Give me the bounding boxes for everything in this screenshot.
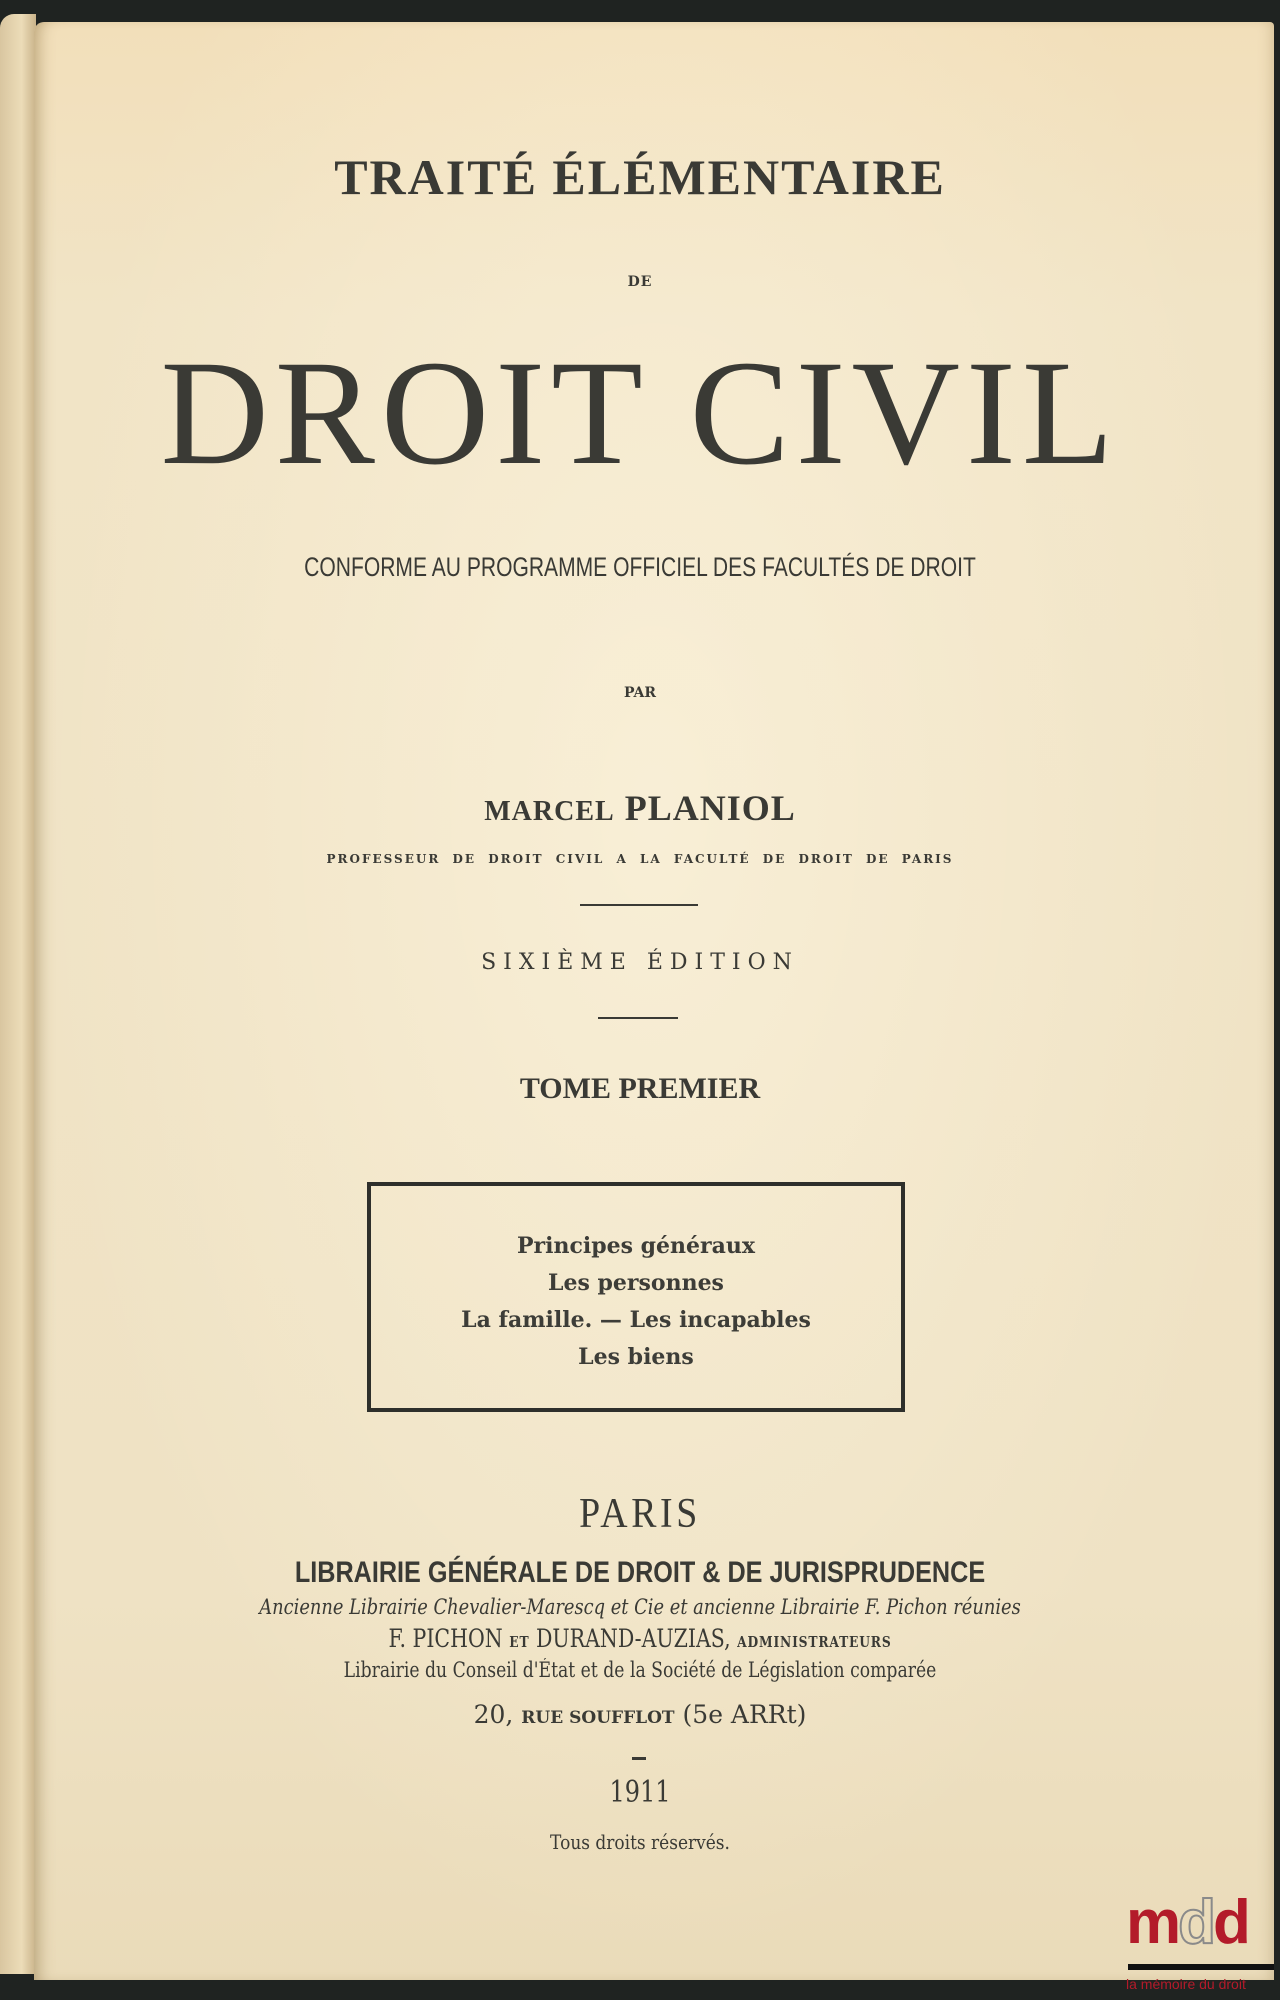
publisher-administrators — [115, 1624, 1165, 1653]
logo-mark: mdd — [1126, 1888, 1248, 1957]
author-first-name: MARCEL — [484, 796, 615, 827]
logo-tagline: la mémoire du droit — [1126, 1976, 1246, 1992]
publication-year: 1911 — [609, 1775, 671, 1810]
admin-et: ET — [509, 1633, 530, 1651]
title-top: TRAITÉ ÉLÉMENTAIRE — [334, 149, 946, 205]
mdd-logo — [1126, 1888, 1280, 2000]
divider — [598, 1017, 678, 1019]
rights-notice: Tous droits réservés. — [550, 1830, 730, 1854]
contents-box — [367, 1182, 905, 1412]
contents-line: Les biens — [578, 1344, 694, 1370]
edition: SIXIÈME ÉDITION — [481, 950, 799, 975]
publisher-address — [0, 1700, 1280, 1729]
title-page — [34, 22, 1274, 1980]
by-label: PAR — [623, 685, 656, 701]
divider — [580, 904, 698, 906]
author-role: PROFESSEUR DE DROIT CIVIL A LA FACULTÉ DE DROIT DE PARIS — [326, 852, 954, 866]
publisher-name: LIBRAIRIE GÉNÉRALE DE DROIT & DE JURISPRUDENCE — [294, 1556, 986, 1589]
subtitle: CONFORME AU PROGRAMME OFFICIEL DES FACULTÉS DE DROIT — [304, 552, 976, 582]
publisher-affiliation: Librairie du Conseil d'État et de la Société de Législation comparée — [343, 1658, 937, 1682]
admin-name-2: DURAND-AUZIAS, — [535, 1624, 731, 1653]
author-name — [0, 787, 1280, 829]
contents-line: La famille. — Les incapables — [461, 1307, 811, 1333]
address-district: (5e ARRt) — [682, 1700, 807, 1729]
title-connector: DE — [627, 274, 653, 290]
contents-line: Principes généraux — [517, 1233, 755, 1259]
logo-bar — [1128, 1964, 1274, 1970]
admin-role: ADMINISTRATEURS — [737, 1633, 892, 1651]
contents-line: Les personnes — [548, 1270, 724, 1296]
divider — [632, 1757, 646, 1760]
author-last-name: PLANIOL — [624, 788, 796, 828]
admin-name-1: F. PICHON — [388, 1624, 503, 1653]
previous-page-edge — [0, 14, 36, 1974]
main-title: DROIT CIVIL — [160, 330, 1120, 496]
publisher-former-names: Ancienne Librairie Chevalier-Marescq et Cie et ancienne Librairie F. Pichon réunies — [259, 1595, 1021, 1619]
imprint-city: PARIS — [579, 1491, 701, 1537]
address-number: 20, — [473, 1700, 514, 1729]
volume: TOME PREMIER — [519, 1072, 761, 1105]
address-street: RUE SOUFFLOT — [521, 1708, 675, 1728]
